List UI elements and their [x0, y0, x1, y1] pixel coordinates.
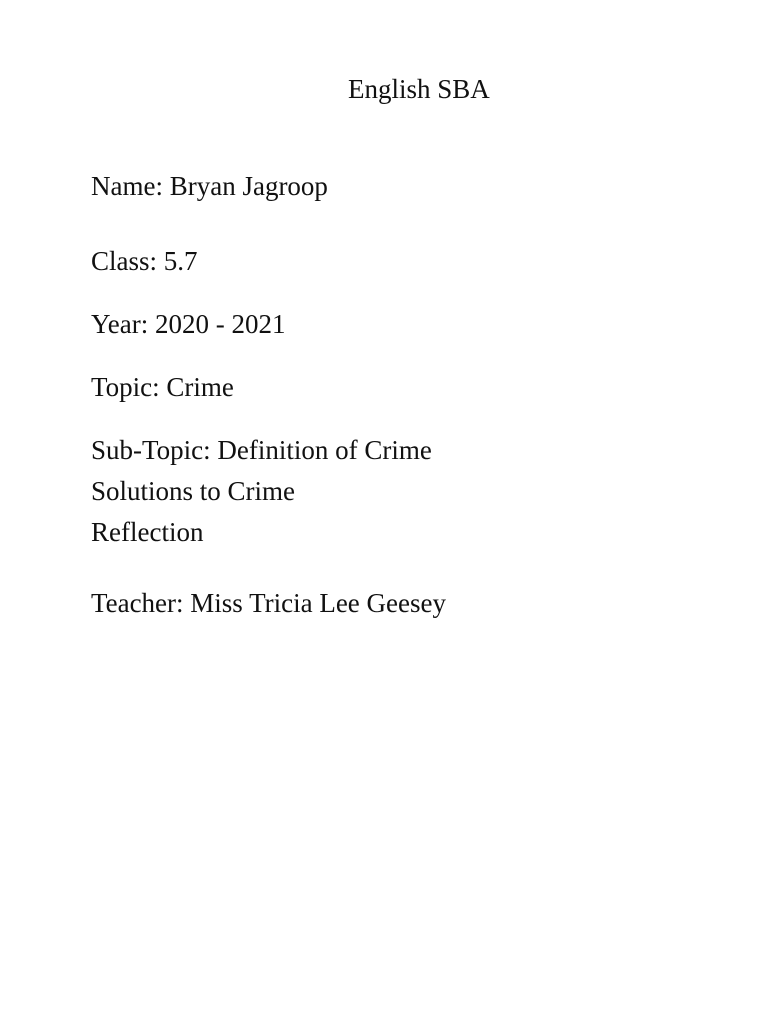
teacher-info: Teacher: Miss Tricia Lee Geesey [91, 588, 446, 618]
student-name: Name: Bryan Jagroop [91, 171, 328, 201]
sub-topic-line-2: Solutions to Crime [91, 476, 296, 506]
sub-topic-line-3: Reflection [91, 517, 204, 547]
topic-info: Topic: Crime [91, 372, 234, 402]
document-title: English SBA [348, 74, 490, 104]
year-info: Year: 2020 - 2021 [91, 309, 286, 339]
sub-topic-line-1: Sub-Topic: Definition of Crime [91, 435, 432, 465]
class-info: Class: 5.7 [91, 246, 198, 276]
